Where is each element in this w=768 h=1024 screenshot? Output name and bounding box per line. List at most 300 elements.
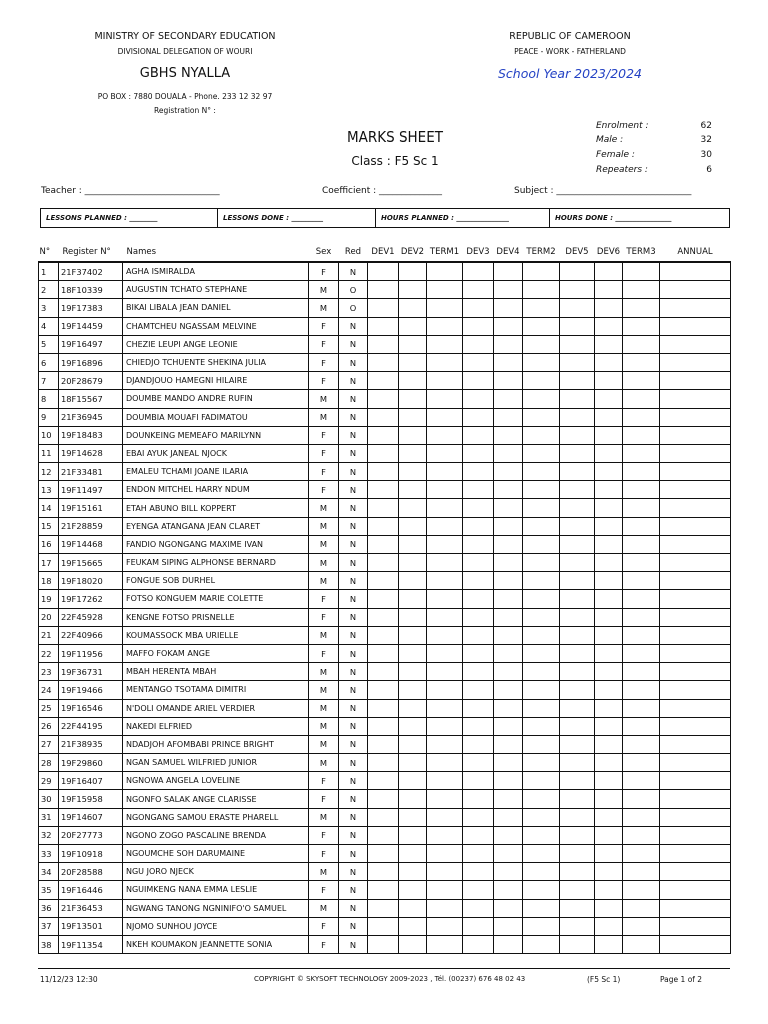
female-value: 30 (700, 150, 712, 160)
student-sex: M (309, 535, 339, 553)
mark-cell (660, 644, 731, 662)
mark-cell (523, 845, 560, 863)
student-sex: M (309, 681, 339, 699)
mark-cell (463, 608, 494, 626)
mark-cell (595, 535, 623, 553)
mark-cell (623, 644, 660, 662)
mark-cell (463, 863, 494, 881)
mark-cell (560, 717, 595, 735)
mark-cell (560, 881, 595, 899)
mark-cell (523, 335, 560, 353)
mark-cell (560, 863, 595, 881)
table-row (39, 372, 731, 390)
mark-cell (523, 463, 560, 481)
student-name: FEUKAM SIPING ALPHONSE BERNARD (123, 554, 309, 572)
mark-cell (595, 390, 623, 408)
student-name: NGONFO SALAK ANGE CLARISSE (123, 790, 309, 808)
student-sex: M (309, 863, 339, 881)
mark-cell (463, 517, 494, 535)
register-number: 19F18483 (59, 426, 123, 444)
student-name: DOUMBE MANDO ANDRE RUFIN (123, 390, 309, 408)
student-name: NGONO ZOGO PASCALINE BRENDA (123, 826, 309, 844)
table-row (39, 262, 731, 281)
table-body (39, 262, 731, 954)
mark-cell (494, 608, 523, 626)
student-sex: F (309, 426, 339, 444)
register-number: 19F14628 (59, 444, 123, 462)
mark-cell (399, 899, 427, 917)
repeater-flag: N (339, 335, 368, 353)
mark-cell (463, 372, 494, 390)
mark-cell (595, 935, 623, 953)
mark-cell (595, 353, 623, 371)
enrolment-value: 62 (700, 121, 712, 131)
row-number: 38 (39, 935, 59, 953)
mark-cell (595, 917, 623, 935)
row-number: 29 (39, 772, 59, 790)
mark-cell (595, 281, 623, 299)
table-row (39, 554, 731, 572)
row-number: 20 (39, 608, 59, 626)
mark-cell (427, 881, 463, 899)
student-name: BIKAI LIBALA JEAN DANIEL (123, 299, 309, 317)
mark-cell (660, 517, 731, 535)
mark-cell (660, 754, 731, 772)
mark-cell (494, 517, 523, 535)
mark-cell (427, 699, 463, 717)
mark-cell (368, 935, 399, 953)
mark-cell (560, 317, 595, 335)
row-number: 25 (39, 699, 59, 717)
student-sex: M (309, 699, 339, 717)
mark-cell (623, 262, 660, 281)
student-name: MBAH HERENTA MBAH (123, 663, 309, 681)
mark-cell (560, 626, 595, 644)
repeater-flag: N (339, 881, 368, 899)
mark-cell (660, 499, 731, 517)
mark-cell (463, 626, 494, 644)
mark-cell (595, 808, 623, 826)
row-number: 1 (39, 262, 59, 281)
mark-cell (427, 863, 463, 881)
female-label: Female : (596, 150, 635, 160)
mark-cell (494, 572, 523, 590)
mark-cell (494, 262, 523, 281)
mark-cell (494, 426, 523, 444)
mark-cell (595, 826, 623, 844)
table-row (39, 790, 731, 808)
mark-cell (623, 808, 660, 826)
mark-cell (660, 390, 731, 408)
mark-cell (523, 499, 560, 517)
mark-cell (494, 717, 523, 735)
repeater-flag: N (339, 845, 368, 863)
register-number: 19F17383 (59, 299, 123, 317)
student-sex: M (309, 626, 339, 644)
mark-cell (399, 317, 427, 335)
mark-cell (427, 499, 463, 517)
mark-cell (494, 699, 523, 717)
student-sex: F (309, 353, 339, 371)
mark-cell (623, 899, 660, 917)
mark-cell (427, 663, 463, 681)
table-row (39, 590, 731, 608)
mark-cell (523, 826, 560, 844)
mark-cell (560, 572, 595, 590)
mark-cell (623, 608, 660, 626)
mark-cell (523, 390, 560, 408)
register-number: 19F15958 (59, 790, 123, 808)
mark-cell (623, 353, 660, 371)
mark-cell (660, 281, 731, 299)
mark-cell (463, 554, 494, 572)
mark-cell (494, 826, 523, 844)
mark-cell (660, 554, 731, 572)
mark-cell (523, 572, 560, 590)
mark-cell (368, 554, 399, 572)
table-row (39, 517, 731, 535)
mark-cell (399, 390, 427, 408)
mark-cell (427, 572, 463, 590)
mark-cell (560, 808, 595, 826)
mark-cell (560, 463, 595, 481)
mark-cell (463, 881, 494, 899)
mark-cell (368, 826, 399, 844)
mark-cell (595, 299, 623, 317)
table-row (39, 808, 731, 826)
mark-cell (463, 917, 494, 935)
mark-cell (463, 772, 494, 790)
mark-cell (623, 863, 660, 881)
mark-cell (427, 590, 463, 608)
student-name: KENGNE FOTSO PRISNELLE (123, 608, 309, 626)
register-number: 18F10339 (59, 281, 123, 299)
mark-cell (660, 935, 731, 953)
mark-cell (368, 408, 399, 426)
student-sex: F (309, 790, 339, 808)
mark-cell (399, 754, 427, 772)
row-number: 11 (39, 444, 59, 462)
mark-cell (399, 335, 427, 353)
mark-cell (427, 335, 463, 353)
student-name: NKEH KOUMAKON JEANNETTE SONIA (123, 935, 309, 953)
mark-cell (463, 317, 494, 335)
mark-cell (660, 772, 731, 790)
mark-cell (463, 353, 494, 371)
mark-cell (595, 554, 623, 572)
mark-cell (660, 335, 731, 353)
mark-cell (523, 353, 560, 371)
mark-cell (560, 935, 595, 953)
student-sex: F (309, 881, 339, 899)
register-number: 21F37402 (59, 262, 123, 281)
mark-cell (595, 644, 623, 662)
mark-cell (399, 372, 427, 390)
mark-cell (560, 754, 595, 772)
lessons-done: LESSONS DONE : _________ (218, 209, 376, 227)
mark-cell (399, 572, 427, 590)
student-name: NGWANG TANONG NGNINIFO'O SAMUEL (123, 899, 309, 917)
register-number: 21F36453 (59, 899, 123, 917)
mark-cell (523, 881, 560, 899)
table-row (39, 444, 731, 462)
repeater-flag: N (339, 481, 368, 499)
column-header: DEV6 (595, 242, 623, 262)
mark-cell (494, 590, 523, 608)
mark-cell (660, 535, 731, 553)
mark-cell (623, 499, 660, 517)
mark-cell (368, 644, 399, 662)
mark-cell (463, 426, 494, 444)
column-header: N° (39, 242, 59, 262)
mark-cell (399, 881, 427, 899)
mark-cell (399, 681, 427, 699)
student-sex: M (309, 663, 339, 681)
mark-cell (623, 917, 660, 935)
mark-cell (368, 262, 399, 281)
mark-cell (368, 481, 399, 499)
mark-cell (595, 681, 623, 699)
table-row (39, 663, 731, 681)
mark-cell (427, 281, 463, 299)
mark-cell (595, 372, 623, 390)
student-name: NGNOWA ANGELA LOVELINE (123, 772, 309, 790)
mark-cell (399, 626, 427, 644)
mark-cell (368, 699, 399, 717)
national-motto: PEACE - WORK - FATHERLAND (514, 47, 626, 56)
repeater-flag: N (339, 935, 368, 953)
table-row (39, 299, 731, 317)
register-number: 19F10918 (59, 845, 123, 863)
mark-cell (494, 299, 523, 317)
mark-cell (560, 845, 595, 863)
mark-cell (399, 481, 427, 499)
mark-cell (463, 590, 494, 608)
mark-cell (560, 790, 595, 808)
mark-cell (494, 444, 523, 462)
mark-cell (660, 917, 731, 935)
student-name: ETAH ABUNO BILL KOPPERT (123, 499, 309, 517)
repeater-flag: N (339, 899, 368, 917)
student-sex: F (309, 608, 339, 626)
mark-cell (399, 408, 427, 426)
register-number: 19F15665 (59, 554, 123, 572)
table-row (39, 845, 731, 863)
mark-cell (560, 299, 595, 317)
row-number: 22 (39, 644, 59, 662)
student-sex: M (309, 808, 339, 826)
row-number: 35 (39, 881, 59, 899)
repeater-flag: N (339, 372, 368, 390)
mark-cell (660, 808, 731, 826)
mark-cell (427, 808, 463, 826)
student-name: FANDIO NGONGANG MAXIME IVAN (123, 535, 309, 553)
repeater-flag: N (339, 390, 368, 408)
mark-cell (494, 681, 523, 699)
repeater-flag: N (339, 590, 368, 608)
male-label: Male : (596, 135, 624, 145)
mark-cell (623, 881, 660, 899)
mark-cell (427, 772, 463, 790)
mark-cell (494, 554, 523, 572)
row-number: 9 (39, 408, 59, 426)
mark-cell (427, 735, 463, 753)
table-row (39, 481, 731, 499)
mark-cell (463, 735, 494, 753)
mark-cell (463, 572, 494, 590)
repeater-flag: N (339, 826, 368, 844)
mark-cell (560, 353, 595, 371)
mark-cell (623, 390, 660, 408)
mark-cell (427, 444, 463, 462)
student-name: EBAI AYUK JANEAL NJOCK (123, 444, 309, 462)
mark-cell (595, 772, 623, 790)
mark-cell (623, 444, 660, 462)
column-header: DEV1 (368, 242, 399, 262)
student-sex: M (309, 517, 339, 535)
mark-cell (660, 717, 731, 735)
mark-cell (523, 935, 560, 953)
mark-cell (523, 590, 560, 608)
row-number: 23 (39, 663, 59, 681)
repeater-flag: N (339, 772, 368, 790)
mark-cell (463, 754, 494, 772)
mark-cell (494, 535, 523, 553)
table-row (39, 626, 731, 644)
mark-cell (660, 826, 731, 844)
mark-cell (560, 481, 595, 499)
mark-cell (368, 772, 399, 790)
mark-cell (463, 681, 494, 699)
subject-field: Subject : ______________________________ (514, 186, 692, 196)
copyright-notice: COPYRIGHT © SKYSOFT TECHNOLOGY 2009-2023 , Tél. (00237) 676 48 02 43 (254, 975, 526, 983)
mark-cell (463, 299, 494, 317)
student-name: NGU JORO NJECK (123, 863, 309, 881)
register-number: 20F28679 (59, 372, 123, 390)
row-number: 32 (39, 826, 59, 844)
mark-cell (463, 826, 494, 844)
mark-cell (595, 408, 623, 426)
row-number: 6 (39, 353, 59, 371)
mark-cell (595, 463, 623, 481)
mark-cell (368, 299, 399, 317)
mark-cell (623, 735, 660, 753)
hours-done: HOURS DONE : ________________ (555, 214, 672, 222)
table-row (39, 681, 731, 699)
mark-cell (427, 717, 463, 735)
mark-cell (463, 463, 494, 481)
mark-cell (623, 317, 660, 335)
row-number: 10 (39, 426, 59, 444)
mark-cell (623, 790, 660, 808)
repeater-flag: N (339, 917, 368, 935)
mark-cell (660, 608, 731, 626)
register-number: 20F27773 (59, 826, 123, 844)
row-number: 15 (39, 517, 59, 535)
mark-cell (494, 899, 523, 917)
mark-cell (523, 735, 560, 753)
mark-cell (560, 281, 595, 299)
mark-cell (523, 699, 560, 717)
table-row (39, 572, 731, 590)
mark-cell (399, 426, 427, 444)
mark-cell (463, 699, 494, 717)
mark-cell (523, 608, 560, 626)
table-header-row (39, 242, 731, 262)
print-datetime: 11/12/23 12:30 (40, 975, 98, 984)
register-number: 19F14607 (59, 808, 123, 826)
mark-cell (660, 408, 731, 426)
student-sex: F (309, 917, 339, 935)
repeaters-value: 6 (706, 165, 712, 175)
mark-cell (595, 881, 623, 899)
table-row (39, 735, 731, 753)
mark-cell (595, 717, 623, 735)
table-row (39, 644, 731, 662)
mark-cell (494, 790, 523, 808)
register-number: 21F33481 (59, 463, 123, 481)
student-name: CHIEDJO TCHUENTE SHEKINA JULIA (123, 353, 309, 371)
ministry-name: MINISTRY OF SECONDARY EDUCATION (94, 31, 276, 42)
mark-cell (368, 863, 399, 881)
mark-cell (560, 535, 595, 553)
mark-cell (368, 335, 399, 353)
mark-cell (595, 626, 623, 644)
table-row (39, 608, 731, 626)
mark-cell (623, 590, 660, 608)
mark-cell (368, 717, 399, 735)
teacher-field: Teacher : ______________________________ (41, 186, 220, 196)
table-row (39, 408, 731, 426)
mark-cell (494, 499, 523, 517)
mark-cell (427, 845, 463, 863)
mark-cell (560, 608, 595, 626)
mark-cell (523, 517, 560, 535)
mark-cell (623, 335, 660, 353)
table-row (39, 535, 731, 553)
repeater-flag: N (339, 262, 368, 281)
mark-cell (623, 663, 660, 681)
mark-cell (523, 444, 560, 462)
mark-cell (623, 535, 660, 553)
mark-cell (463, 499, 494, 517)
repeater-flag: N (339, 863, 368, 881)
male-value: 32 (700, 135, 712, 145)
mark-cell (399, 535, 427, 553)
mark-cell (368, 626, 399, 644)
mark-cell (399, 590, 427, 608)
mark-cell (595, 590, 623, 608)
mark-cell (494, 917, 523, 935)
mark-cell (595, 845, 623, 863)
mark-cell (560, 408, 595, 426)
mark-cell (494, 626, 523, 644)
mark-cell (399, 644, 427, 662)
mark-cell (427, 626, 463, 644)
mark-cell (560, 590, 595, 608)
student-sex: M (309, 754, 339, 772)
register-number: 19F11354 (59, 935, 123, 953)
student-sex: F (309, 463, 339, 481)
mark-cell (523, 917, 560, 935)
mark-cell (595, 663, 623, 681)
mark-cell (623, 408, 660, 426)
lessons-planned: LESSONS PLANNED : ________ (41, 209, 218, 227)
mark-cell (427, 935, 463, 953)
row-number: 2 (39, 281, 59, 299)
school-year: School Year 2023/2024 (497, 66, 643, 81)
mark-cell (560, 372, 595, 390)
